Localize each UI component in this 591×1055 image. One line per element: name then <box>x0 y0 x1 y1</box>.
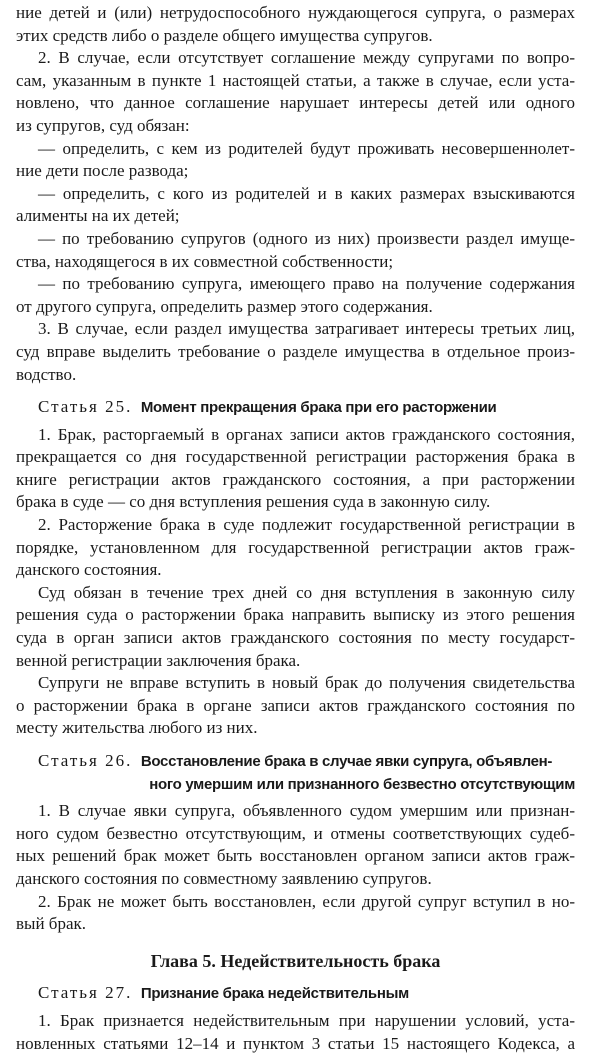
text-line: брака в суде — со дня вступления решения суда в законную силу. <box>16 492 491 512</box>
text-line: данского состояния. <box>16 560 162 580</box>
text-line: ного судом безвестно отсутствующим, и отмены соответствующих судеб- <box>16 823 575 843</box>
article25-paragraph-2 <box>16 514 575 582</box>
text-line: прекращается со дня государственной регистрации расторжения брака в <box>16 447 575 467</box>
article25-heading <box>16 396 575 420</box>
text-line: 3. В случае, если раздел имущества затрагивает интересы третьих лиц, <box>38 319 575 339</box>
article25-paragraph-1 <box>16 424 575 514</box>
list-item-line: алименты на их детей; <box>16 206 180 226</box>
text-line: ние детей и (или) нетрудоспособного нуждающегося супруга, о размерах <box>16 3 575 22</box>
text-line: 1. Брак, расторгаемый в органах записи актов гражданского состояния, <box>38 424 575 444</box>
article25-paragraph-3 <box>16 582 575 672</box>
text-line: 1. В случае явки супруга, объявленного судом умершим или признан- <box>38 801 575 821</box>
article24-list <box>16 138 575 319</box>
list-item-line: ние дети после развода; <box>16 161 189 181</box>
text-line: водство. <box>16 364 77 384</box>
article-title: Момент прекращения брака при его расторжении <box>140 399 497 417</box>
document-page <box>16 2 575 1055</box>
article-heading-line <box>16 982 575 1006</box>
article24-paragraph-3 <box>16 318 575 386</box>
article24-paragraph-2 <box>16 47 575 137</box>
list-item-line: от другого супруга, определить размер этого содержания. <box>16 296 433 316</box>
article-heading-line <box>16 750 575 774</box>
text-line: 1. Брак признается недействительным при нарушении условий, уста- <box>38 1010 575 1030</box>
text-line: из супругов, суд обязан: <box>16 115 190 135</box>
text-line: суда в орган записи актов гражданского состояния по месту государст- <box>16 628 575 648</box>
article-heading-line <box>16 396 575 420</box>
text-line: вый брак. <box>16 914 87 934</box>
article-label: Статья 27. <box>38 983 133 1003</box>
text-line: новлено, что данное соглашение нарушает интересы детей или одного <box>16 93 575 113</box>
list-item-line: — определить, с кого из родителей и в каких размерах взыскиваются <box>38 183 575 203</box>
text-line: этих средств либо о разделе общего имущества супругов. <box>16 25 433 45</box>
text-line: данского состояния по совместному заявлению супругов. <box>16 868 432 888</box>
text-line: 2. Расторжение брака в суде подлежит государственной регистрации в <box>38 515 575 535</box>
text-line: ных решений брак может быть восстановлен органом записи актов граж- <box>16 846 575 866</box>
text-line: месту жительства любого из них. <box>16 718 258 738</box>
article26-paragraph-2 <box>16 891 575 936</box>
article26-heading <box>16 750 575 796</box>
text-line: суд вправе выделить требование о разделе имущества в отдельное произ- <box>16 341 575 361</box>
text-line: венной регистрации заключения брака. <box>16 650 301 670</box>
list-item-line: ства, находящегося в их совместной собственности; <box>16 251 394 271</box>
text-line: Супруги не вправе вступить в новый брак до получения свидетельства <box>38 673 575 693</box>
text-line: 2. В случае, если отсутствует соглашение между супругами по вопро- <box>38 48 575 68</box>
text-line: сам, указанным в пункте 1 настоящей статьи, а также в случае, если уста- <box>16 70 575 90</box>
text-line: решения суда о расторжении брака направить выписку из этого решения <box>16 605 575 625</box>
list-item-line: — по требованию супругов (одного из них) произвести раздел имуще- <box>38 228 575 248</box>
article27-paragraph-1 <box>16 1010 575 1055</box>
text-line: Суд обязан в течение трех дней со дня вступления в законную силу <box>38 582 575 602</box>
text-line: о расторжении брака в органе записи актов гражданского состояния по <box>16 695 575 715</box>
text-line: новленных статьями 12–14 и пунктом 3 статьи 15 настоящего Кодекса, а <box>16 1033 575 1053</box>
article27-heading <box>16 982 575 1006</box>
article26-paragraph-1 <box>16 800 575 890</box>
article-label: Статья 26. <box>38 751 133 770</box>
text-line: порядке, установленном для государственной регистрации актов граж- <box>16 537 575 557</box>
article25-paragraph-4 <box>16 672 575 740</box>
list-item-line: — определить, с кем из родителей будут проживать несовершеннолет- <box>38 138 575 158</box>
article-label: Статья 25. <box>38 397 133 417</box>
list-item-line: — по требованию супруга, имеющего право на получение содержания <box>38 274 575 294</box>
text-line: 2. Брак не может быть восстановлен, если другой супруг вступил в но- <box>38 891 575 911</box>
article-title-continuation: ного умершим или признанного безвестно отсутствующим <box>149 775 575 793</box>
paragraph-top <box>16 2 575 47</box>
text-line: книге регистрации актов гражданского состояния, а при расторжении <box>16 469 575 489</box>
article-title: Признание брака недействительным <box>140 985 409 1003</box>
chapter-title: Глава 5. Недействительность брака <box>150 950 441 971</box>
article-title: Восстановление брака в случае явки супруга, объявлен- <box>140 753 553 770</box>
